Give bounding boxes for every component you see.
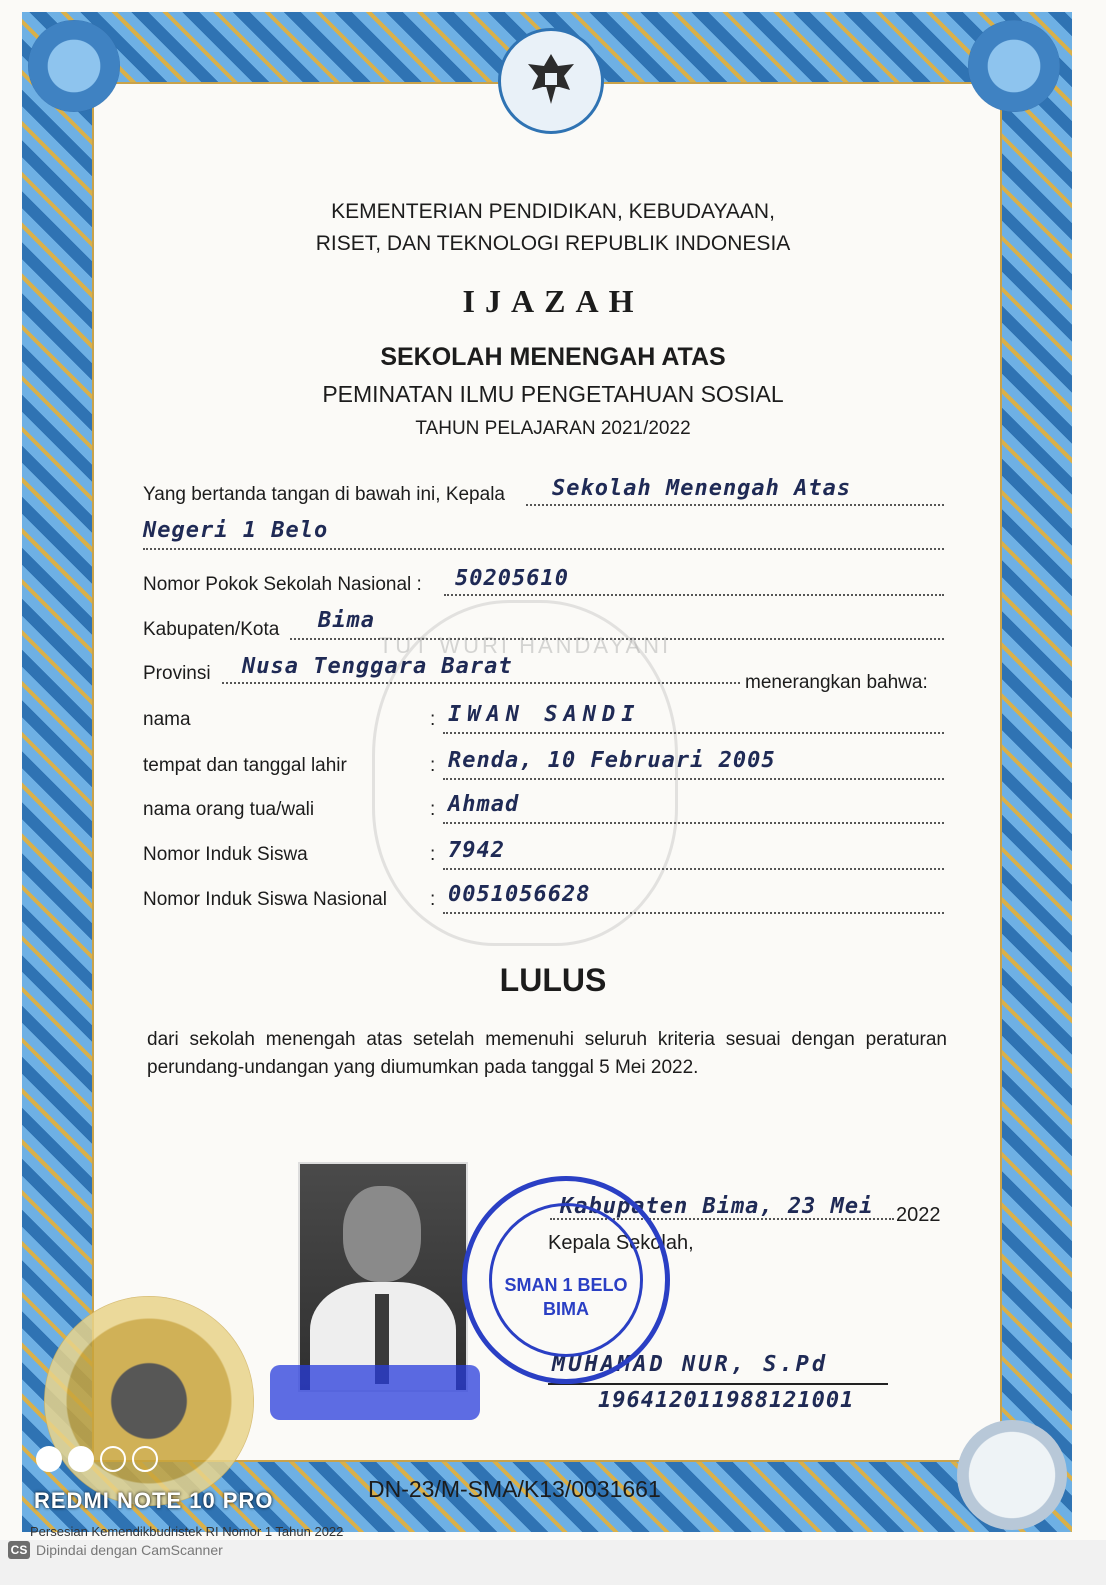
result-statement: dari sekolah menengah atas setelah memenuhi seluruh kriteria sesuai dengan peraturan perundang-undangan yang diumumkan pada tanggal 5 Mei 2022. — [147, 1029, 947, 1078]
academic-year: TAHUN PELAJARAN 2021/2022 — [415, 418, 691, 439]
document-title: IJAZAH — [462, 283, 644, 319]
province-label: Provinsi — [143, 663, 211, 684]
nis-value: 7942 — [448, 838, 505, 863]
school-level: SEKOLAH MENENGAH ATAS — [380, 343, 726, 371]
name-value: IWAN SANDI — [448, 702, 641, 727]
dotted-line — [443, 822, 944, 824]
sign-place-date: Kabupaten Bima, 23 Mei — [560, 1194, 874, 1219]
scanner-note: Dipindai dengan CamScanner — [36, 1542, 223, 1558]
dot-icon — [68, 1446, 94, 1472]
result-status: LULUS — [499, 962, 607, 998]
intro-label: Yang bertanda tangan di bawah ini, Kepala — [143, 484, 505, 505]
watermark-text: TUT WURI HANDAYANI — [378, 633, 672, 658]
parent-label: nama orang tua/wali — [143, 799, 315, 820]
colon: : — [430, 799, 436, 820]
stamp-line-2: BIMA — [543, 1299, 589, 1319]
colon: : — [430, 709, 436, 730]
dotted-line — [443, 732, 944, 734]
ministry-line-1: KEMENTERIAN PENDIDIKAN, KEBUDAYAAN, — [331, 200, 775, 223]
ministry-line-2: RISET, DAN TEKNOLOGI REPUBLIK INDONESIA — [315, 232, 791, 255]
dotted-line — [526, 504, 944, 506]
colon: : — [430, 755, 436, 776]
npsn-value: 50205610 — [455, 566, 569, 591]
corner-ornament-top-right — [968, 20, 1060, 112]
garuda-emblem-icon — [498, 28, 604, 134]
dotted-line — [444, 594, 944, 596]
dotted-line — [290, 638, 944, 640]
dotted-line — [143, 548, 944, 550]
school-stamp — [462, 1176, 670, 1384]
npsn-label: Nomor Pokok Sekolah Nasional : — [143, 574, 422, 595]
footnote: Persesian Kemendikbudristek RI Nomor 1 Tahun 2022 — [30, 1524, 344, 1539]
ministry-heading — [0, 196, 1106, 260]
school-name-line-1: Sekolah Menengah Atas — [552, 476, 852, 501]
school-name-line-2: Negeri 1 Belo — [143, 518, 329, 543]
photo-head — [343, 1186, 421, 1282]
birth-value: Renda, 10 Februari 2005 — [448, 748, 776, 773]
regency-label: Kabupaten/Kota — [143, 619, 280, 640]
stamp-text — [467, 1273, 665, 1321]
camera-watermark: REDMI NOTE 10 PRO — [34, 1488, 274, 1513]
birth-label: tempat dan tanggal lahir — [143, 755, 347, 776]
nisn-label: Nomor Induk Siswa Nasional — [143, 889, 387, 910]
colon: : — [430, 889, 436, 910]
province-value: Nusa Tenggara Barat — [242, 654, 513, 679]
serial-number: DN-23/M-SMA/K13/0031661 — [368, 1476, 661, 1502]
dotted-line — [443, 912, 944, 914]
dotted-line — [443, 778, 944, 780]
dotted-line — [222, 682, 740, 684]
principal-name: MUHAMAD NUR, S.Pd — [552, 1352, 829, 1377]
stamp-line-1: SMAN 1 BELO — [504, 1275, 628, 1295]
dotted-line — [443, 868, 944, 870]
corner-ornament-top-left — [28, 20, 120, 112]
sign-year: 2022 — [896, 1204, 941, 1226]
security-seal — [957, 1420, 1067, 1530]
student-photo — [298, 1162, 468, 1392]
signature-line — [548, 1383, 888, 1385]
camscanner-logo-icon: CS — [8, 1541, 30, 1559]
principal-nip: 196412011988121001 — [598, 1388, 855, 1413]
parent-value: Ahmad — [448, 792, 520, 817]
ink-stamp-smudge — [270, 1365, 480, 1420]
nisn-value: 0051056628 — [448, 882, 591, 907]
dot-icon — [100, 1446, 126, 1472]
declares-label: menerangkan bahwa: — [745, 672, 928, 693]
specialization: PEMINATAN ILMU PENGETAHUAN SOSIAL — [322, 381, 784, 407]
colon: : — [430, 844, 436, 865]
dot-icon — [132, 1446, 158, 1472]
watermark-dots — [36, 1446, 164, 1477]
regency-value: Bima — [318, 608, 375, 633]
dot-icon — [36, 1446, 62, 1472]
name-label: nama — [143, 709, 191, 730]
nis-label: Nomor Induk Siswa — [143, 844, 308, 865]
sign-title: Kepala Sekolah, — [548, 1232, 694, 1254]
